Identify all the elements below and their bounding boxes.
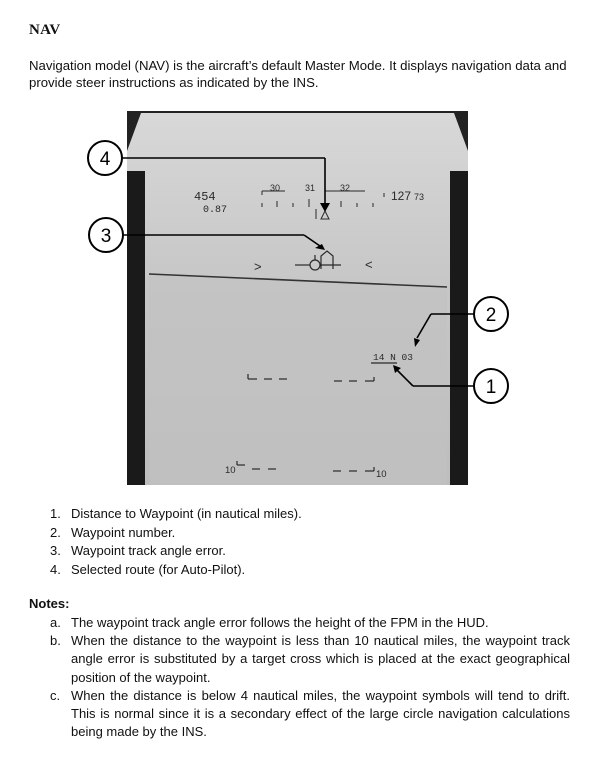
list-item: 4. Selected route (for Auto-Pilot). <box>50 561 246 577</box>
callout-2-label: 2 <box>485 305 497 326</box>
notes-title: Notes: <box>29 596 70 611</box>
notes-list <box>50 614 570 741</box>
speed-readout: 454 <box>194 190 216 204</box>
note-item: a. The waypoint track angle error follows the height of the FPM in the HUD. <box>50 615 489 630</box>
heading-tick-label: 30 <box>270 183 281 193</box>
waypoint-readout: 14 N 03 <box>373 352 413 363</box>
altitude-readout: 127 <box>391 189 412 203</box>
note-item: c. When the distance is below 4 nautical miles, the waypoint symbols will tend to drift. This is normal since it is a secondary effect of the large circle navigation calculations being made by the INS. <box>50 687 570 740</box>
pitch-label-right: 10 <box>376 469 387 480</box>
altitude-small-readout: 73 <box>414 192 425 202</box>
mach-readout: 0.87 <box>203 205 228 216</box>
legend-list <box>50 505 570 579</box>
heading-tick-label: 32 <box>340 183 351 193</box>
intro-paragraph: Navigation model (NAV) is the aircraft’s default Master Mode. It displays navigation data and provide steer instructions as indicated by the INS. <box>29 58 567 90</box>
list-item: 3. Waypoint track angle error. <box>50 543 226 558</box>
steer-left-chevron: > <box>254 259 262 274</box>
list-item: 1. Distance to Waypoint (in nautical miles). <box>50 506 302 521</box>
section-heading: NAV <box>29 22 61 38</box>
heading-tick-label: 31 <box>305 183 316 193</box>
callout-4-label: 4 <box>99 149 111 170</box>
list-item: 2. Waypoint number. <box>50 524 176 540</box>
note-item: b. When the distance to the waypoint is less than 10 nautical miles, the waypoint track angle error is substituted by a target cross which is placed at the exact geographical position of the waypoint. <box>50 633 570 685</box>
callout-3-label: 3 <box>100 226 112 247</box>
pitch-label-left: 10 <box>225 465 236 476</box>
steer-right-chevron: < <box>365 257 373 272</box>
callout-1-label: 1 <box>485 377 497 398</box>
